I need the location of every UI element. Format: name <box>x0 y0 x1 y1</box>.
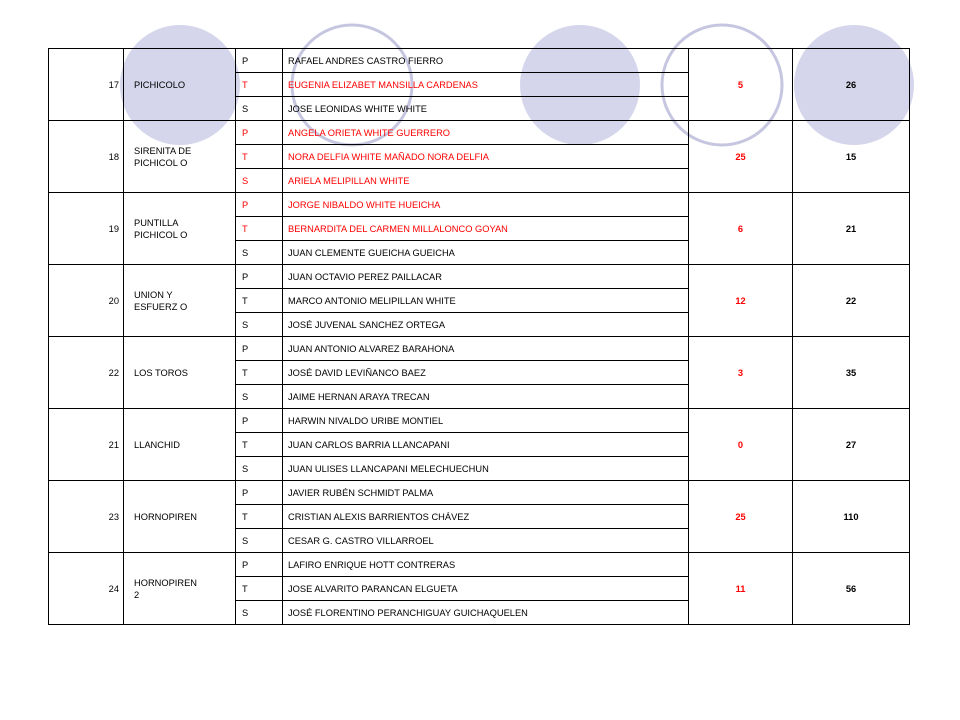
member-name: ARIELA MELIPILLAN WHITE <box>283 169 689 193</box>
club-name <box>124 49 236 121</box>
table-row <box>49 553 910 577</box>
member-role: P <box>236 193 283 217</box>
table-row <box>49 121 910 145</box>
member-name: JUAN ULISES LLANCAPANI MELECHUECHUN <box>283 457 689 481</box>
team-value-black: 21 <box>793 193 910 265</box>
club-name-text: HORNOPIREN 2 <box>134 577 198 600</box>
team-value-red: 12 <box>689 265 793 337</box>
member-role: P <box>236 265 283 289</box>
team-number: 22 <box>49 337 124 409</box>
team-number: 21 <box>49 409 124 481</box>
member-role: T <box>236 361 283 385</box>
table-row <box>49 409 910 433</box>
team-number: 24 <box>49 553 124 625</box>
team-value-red: 25 <box>689 481 793 553</box>
club-name-text: LOS TOROS <box>134 367 188 378</box>
member-role: S <box>236 169 283 193</box>
club-name-text: LLANCHID <box>134 439 180 450</box>
team-value-red: 11 <box>689 553 793 625</box>
team-value-red: 25 <box>689 121 793 193</box>
club-name <box>124 121 236 193</box>
table-row <box>49 265 910 289</box>
member-role: T <box>236 433 283 457</box>
team-value-red: 6 <box>689 193 793 265</box>
member-name: JUAN CLEMENTE GUEICHA GUEICHA <box>283 241 689 265</box>
member-name: ANGELA ORIETA WHITE GUERRERO <box>283 121 689 145</box>
member-role: S <box>236 97 283 121</box>
member-role: P <box>236 481 283 505</box>
member-name: CRISTIAN ALEXIS BARRIENTOS CHÁVEZ <box>283 505 689 529</box>
member-role: T <box>236 505 283 529</box>
table-row <box>49 193 910 217</box>
club-name <box>124 193 236 265</box>
club-name-text: PICHICOLO <box>134 79 186 90</box>
member-role: T <box>236 217 283 241</box>
club-name-text: HORNOPIREN <box>134 511 198 522</box>
member-name: JOSÉ JUVENAL SANCHEZ ORTEGA <box>283 313 689 337</box>
member-name: CESAR G. CASTRO VILLARROEL <box>283 529 689 553</box>
member-role: S <box>236 457 283 481</box>
team-value-black: 15 <box>793 121 910 193</box>
club-name <box>124 265 236 337</box>
member-role: T <box>236 145 283 169</box>
club-name <box>124 337 236 409</box>
member-name: LAFIRO ENRIQUE HOTT CONTRERAS <box>283 553 689 577</box>
member-name: JOSÉ DAVID LEVIÑANCO BAEZ <box>283 361 689 385</box>
member-name: MARCO ANTONIO MELIPILLAN WHITE <box>283 289 689 313</box>
member-role: S <box>236 529 283 553</box>
member-role: P <box>236 409 283 433</box>
clubs-table-body <box>49 49 910 625</box>
member-name: NORA DELFIA WHITE MAÑADO NORA DELFIA <box>283 145 689 169</box>
team-value-black: 110 <box>793 481 910 553</box>
team-value-black: 56 <box>793 553 910 625</box>
team-number: 18 <box>49 121 124 193</box>
club-name <box>124 409 236 481</box>
team-value-red: 0 <box>689 409 793 481</box>
club-name-text: UNION Y ESFUERZ O <box>134 289 188 312</box>
team-value-black: 27 <box>793 409 910 481</box>
table-row <box>49 49 910 73</box>
club-name-text: PUNTILLA PICHICOL O <box>134 217 188 240</box>
member-role: S <box>236 241 283 265</box>
member-name: JUAN ANTONIO ALVAREZ BARAHONA <box>283 337 689 361</box>
team-value-red: 5 <box>689 49 793 121</box>
member-name: HARWIN NIVALDO URIBE MONTIEL <box>283 409 689 433</box>
team-number: 20 <box>49 265 124 337</box>
member-name: JAIME HERNAN ARAYA TRECAN <box>283 385 689 409</box>
table-row <box>49 337 910 361</box>
member-role: T <box>236 289 283 313</box>
member-name: EUGENIA ELIZABET MANSILLA CARDENAS <box>283 73 689 97</box>
member-role: P <box>236 553 283 577</box>
clubs-table <box>48 48 910 625</box>
member-role: S <box>236 385 283 409</box>
team-number: 19 <box>49 193 124 265</box>
member-role: T <box>236 577 283 601</box>
member-name: JUAN OCTAVIO PEREZ PAILLACAR <box>283 265 689 289</box>
member-name: JOSE ALVARITO PARANCAN ELGUETA <box>283 577 689 601</box>
team-value-red: 3 <box>689 337 793 409</box>
club-name-text: SIRENITA DE PICHICOL O <box>134 145 192 168</box>
club-name <box>124 481 236 553</box>
member-name: JAVIER RUBÉN SCHMIDT PALMA <box>283 481 689 505</box>
member-role: S <box>236 313 283 337</box>
member-role: T <box>236 73 283 97</box>
member-role: S <box>236 601 283 625</box>
team-value-black: 22 <box>793 265 910 337</box>
member-name: JOSE LEONIDAS WHITE WHITE <box>283 97 689 121</box>
table-row <box>49 481 910 505</box>
member-role: P <box>236 337 283 361</box>
team-value-black: 26 <box>793 49 910 121</box>
member-role: P <box>236 49 283 73</box>
member-name: JORGE NIBALDO WHITE HUEICHA <box>283 193 689 217</box>
team-number: 23 <box>49 481 124 553</box>
member-name: JUAN CARLOS BARRIA LLANCAPANI <box>283 433 689 457</box>
member-role: P <box>236 121 283 145</box>
member-name: BERNARDITA DEL CARMEN MILLALONCO GOYAN <box>283 217 689 241</box>
team-value-black: 35 <box>793 337 910 409</box>
team-number: 17 <box>49 49 124 121</box>
member-name: JOSÉ FLORENTINO PERANCHIGUAY GUICHAQUELEN <box>283 601 689 625</box>
member-name: RAFAEL ANDRES CASTRO FIERRO <box>283 49 689 73</box>
club-name <box>124 553 236 625</box>
